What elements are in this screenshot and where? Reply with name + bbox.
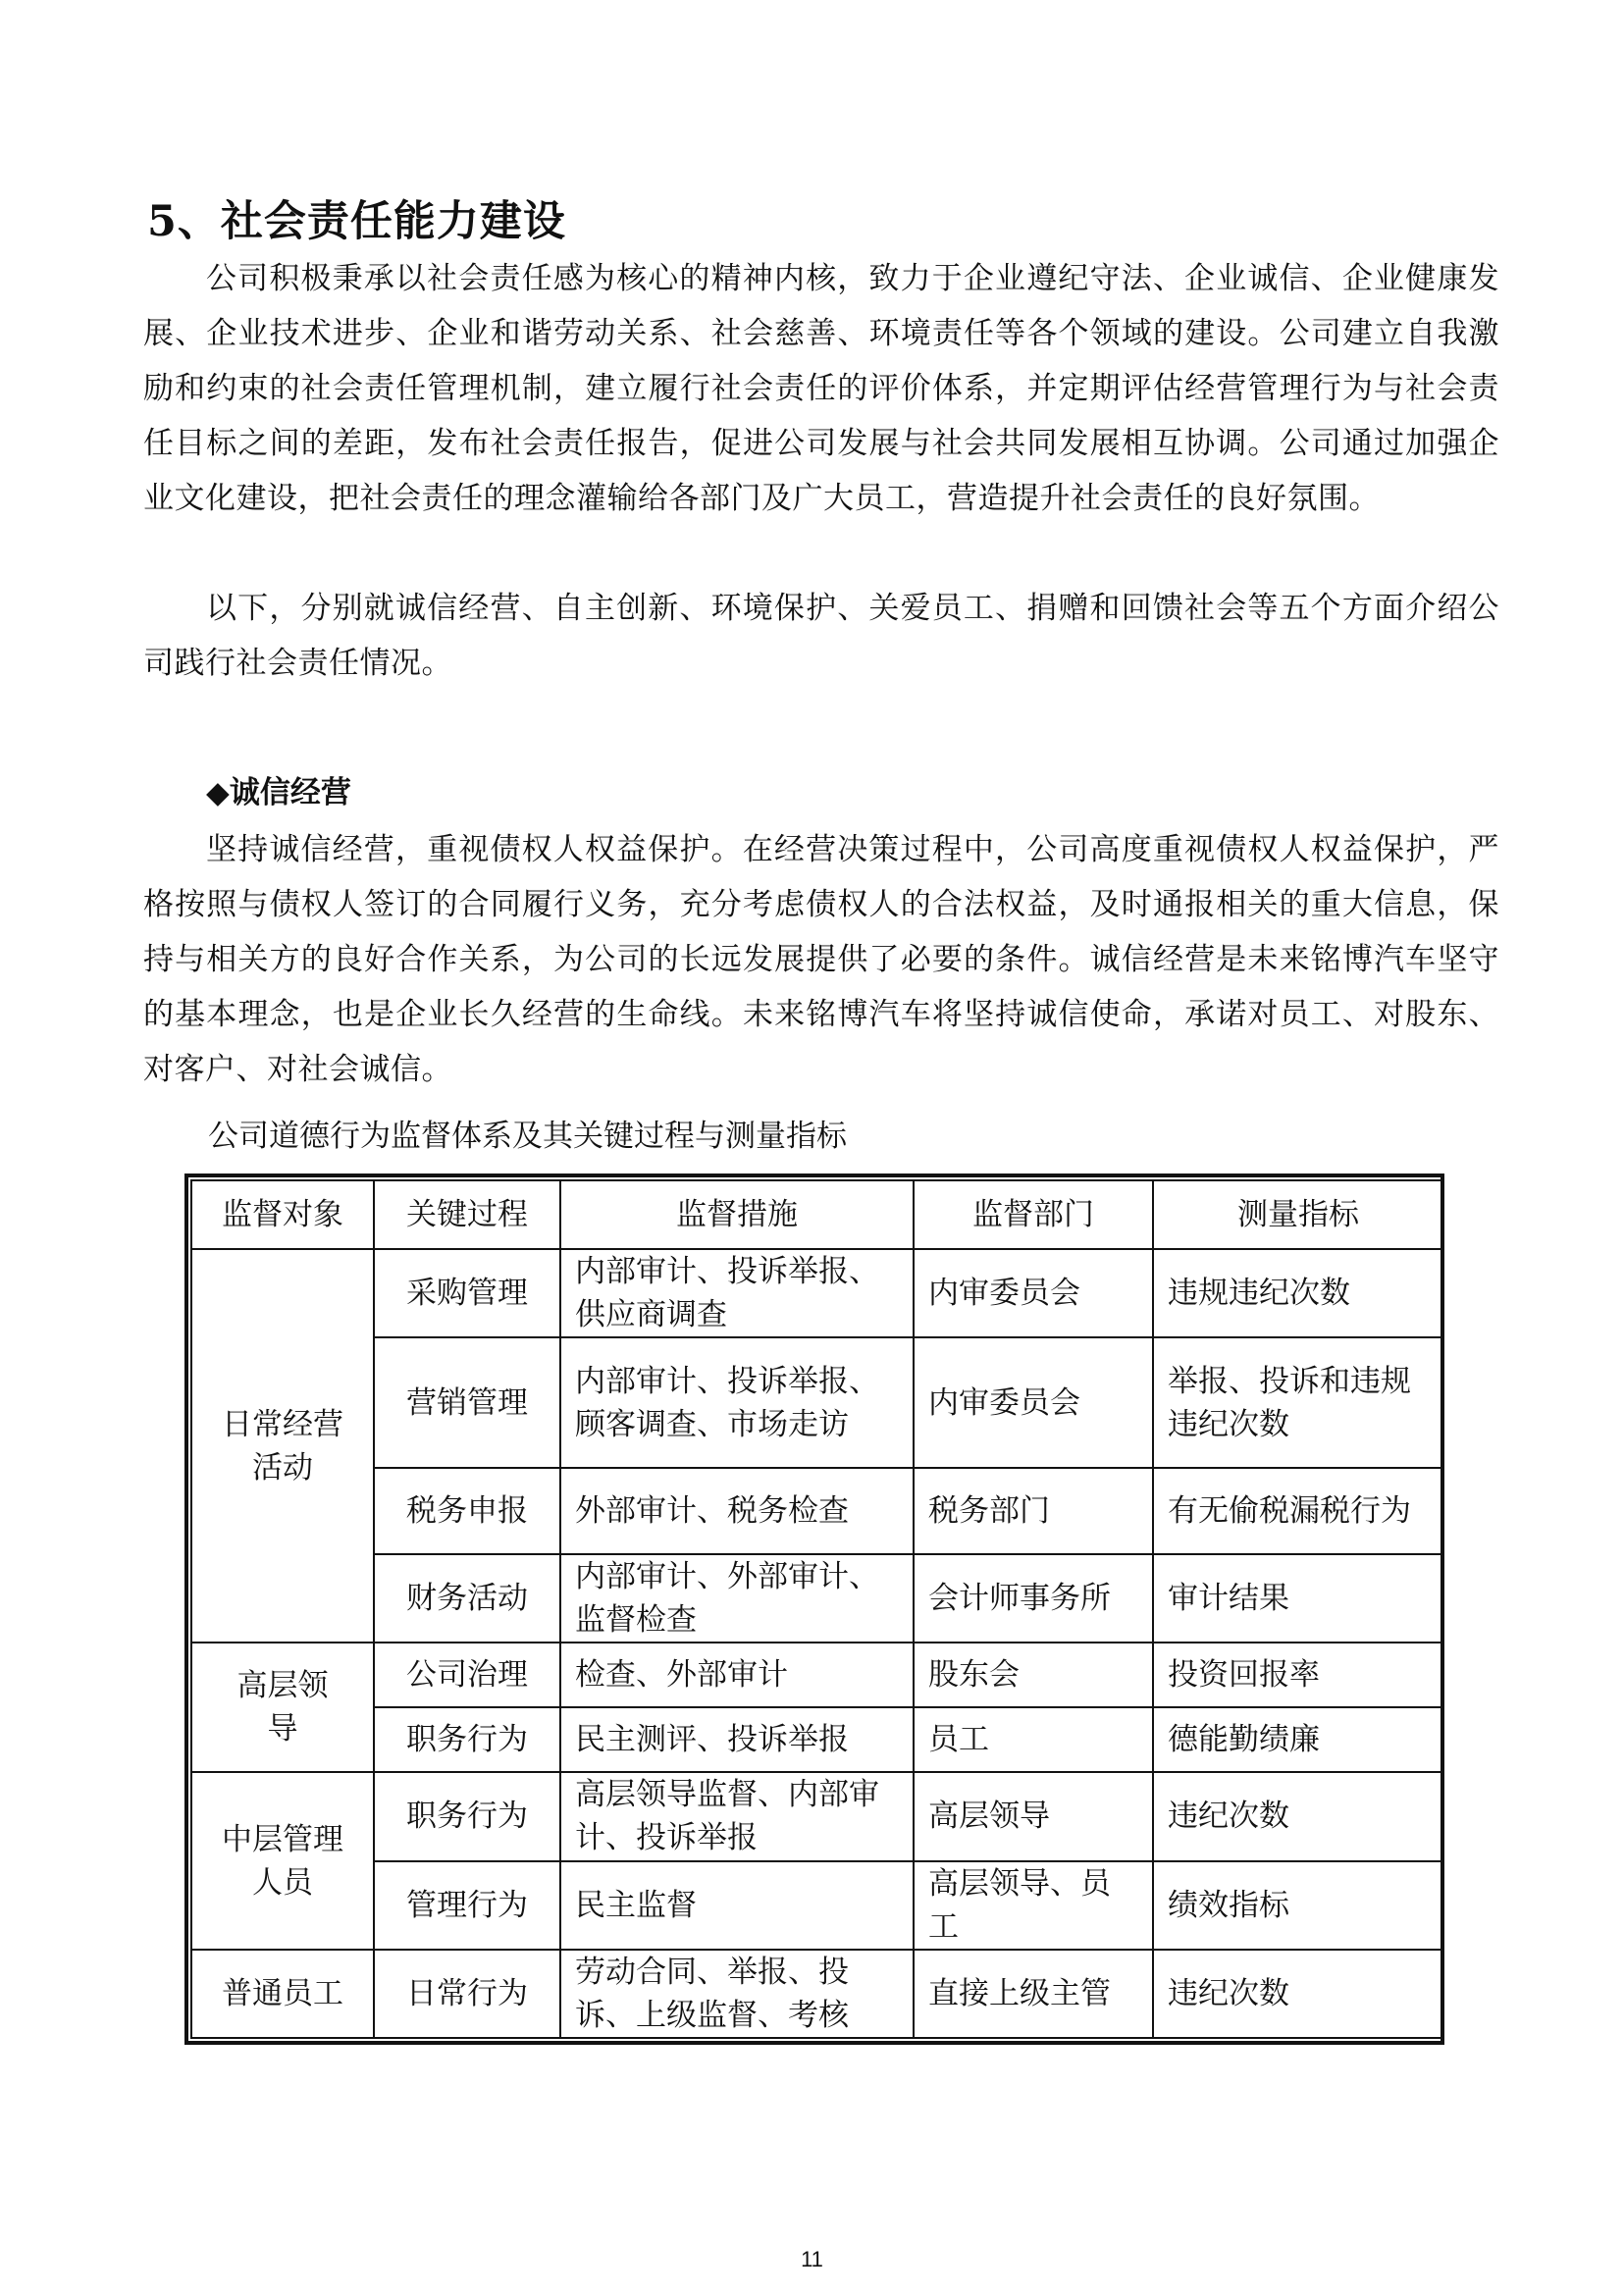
department-cell: 税务部门	[914, 1468, 1153, 1554]
integrity-paragraph: 坚持诚信经营，重视债权人权益保护。在经营决策过程中，公司高度重视债权人权益保护，严格按照与债权人签订的合同履行义务，充分考虑债权人的合法权益，及时通报相关的重大信息，保持与相关方的良好合作关系，为公司的长远发展提供了必要的条件。诚信经营是未来铭博汽车坚守的基本理念，也是企业长久经营的生命线。未来铭博汽车将坚持诚信使命，承诺对员工、对股东、对客户、对社会诚信。	[143, 832, 1499, 1087]
column-header: 关键过程	[374, 1180, 560, 1249]
indicator-cell: 投资回报率	[1153, 1643, 1443, 1707]
subsection-title: ◆诚信经营	[206, 775, 351, 810]
supervision-table-frame	[184, 1174, 1444, 2045]
intro-paragraph: 公司积极秉承以社会责任感为核心的精神内核，致力于企业遵纪守法、企业诚信、企业健康发展、企业技术进步、企业和谐劳动关系、社会慈善、环境责任等各个领域的建设。公司建立自我激励和约束的社会责任管理机制，建立履行社会责任的评价体系，并定期评估经营管理行为与社会责任目标之间的差距，发布社会责任报告，促进公司发展与社会共同发展相互协调。公司通过加强企业文化建设，把社会责任的理念灌输给各部门及广大员工，营造提升社会责任的良好氛围。	[143, 261, 1499, 516]
process-cell: 财务活动	[374, 1554, 560, 1643]
process-cell: 职务行为	[374, 1772, 560, 1860]
target-cell: 日常经营活动	[191, 1249, 374, 1643]
measure-cell: 民主测评、投诉举报	[560, 1707, 914, 1772]
department-cell: 直接上级主管	[914, 1950, 1153, 2038]
table-row	[191, 1861, 1443, 1950]
table-row	[191, 1554, 1443, 1643]
indicator-cell: 违纪次数	[1153, 1772, 1443, 1860]
department-cell: 内审委员会	[914, 1249, 1153, 1337]
measure-cell: 外部审计、税务检查	[560, 1468, 914, 1554]
column-header: 监督对象	[191, 1180, 374, 1249]
department-cell: 高层领导、员工	[914, 1861, 1153, 1950]
department-cell: 股东会	[914, 1643, 1153, 1707]
table-row	[191, 1337, 1443, 1467]
target-cell: 中层管理人员	[191, 1772, 374, 1949]
process-cell: 采购管理	[374, 1249, 560, 1337]
measure-cell: 内部审计、投诉举报、顾客调查、市场走访	[560, 1337, 914, 1467]
table-row	[191, 1468, 1443, 1554]
measure-cell: 内部审计、外部审计、监督检查	[560, 1554, 914, 1643]
column-header: 监督措施	[560, 1180, 914, 1249]
table-row	[191, 1643, 1443, 1707]
indicator-cell: 绩效指标	[1153, 1861, 1443, 1950]
table-header-row	[191, 1180, 1443, 1249]
table-caption: 公司道德行为监督体系及其关键过程与测量指标	[208, 1119, 847, 1154]
measure-cell: 检查、外部审计	[560, 1643, 914, 1707]
indicator-cell: 违规违纪次数	[1153, 1249, 1443, 1337]
page-number: 11	[801, 2247, 823, 2271]
process-cell: 营销管理	[374, 1337, 560, 1467]
measure-cell: 高层领导监督、内部审计、投诉举报	[560, 1772, 914, 1860]
table-row	[191, 1249, 1443, 1337]
process-cell: 职务行为	[374, 1707, 560, 1772]
indicator-cell: 审计结果	[1153, 1554, 1443, 1643]
overview-paragraph: 以下，分别就诚信经营、自主创新、环境保护、关爱员工、捐赠和回馈社会等五个方面介绍公司践行社会责任情况。	[143, 591, 1499, 681]
section-heading: 5、社会责任能力建设	[147, 197, 566, 246]
table-row	[191, 1772, 1443, 1860]
target-cell: 普通员工	[191, 1950, 374, 2038]
table-row	[191, 1707, 1443, 1772]
department-cell: 内审委员会	[914, 1337, 1153, 1467]
column-header: 测量指标	[1153, 1180, 1443, 1249]
indicator-cell: 德能勤绩廉	[1153, 1707, 1443, 1772]
column-header: 监督部门	[914, 1180, 1153, 1249]
process-cell: 税务申报	[374, 1468, 560, 1554]
indicator-cell: 有无偷税漏税行为	[1153, 1468, 1443, 1554]
measure-cell: 民主监督	[560, 1861, 914, 1950]
department-cell: 员工	[914, 1707, 1153, 1772]
process-cell: 日常行为	[374, 1950, 560, 2038]
department-cell: 会计师事务所	[914, 1554, 1153, 1643]
supervision-table	[190, 1179, 1444, 2039]
department-cell: 高层领导	[914, 1772, 1153, 1860]
measure-cell: 内部审计、投诉举报、供应商调查	[560, 1249, 914, 1337]
table-row	[191, 1950, 1443, 2038]
target-cell: 高层领导	[191, 1643, 374, 1772]
measure-cell: 劳动合同、举报、投诉、上级监督、考核	[560, 1950, 914, 2038]
process-cell: 管理行为	[374, 1861, 560, 1950]
process-cell: 公司治理	[374, 1643, 560, 1707]
indicator-cell: 违纪次数	[1153, 1950, 1443, 2038]
indicator-cell: 举报、投诉和违规违纪次数	[1153, 1337, 1443, 1467]
